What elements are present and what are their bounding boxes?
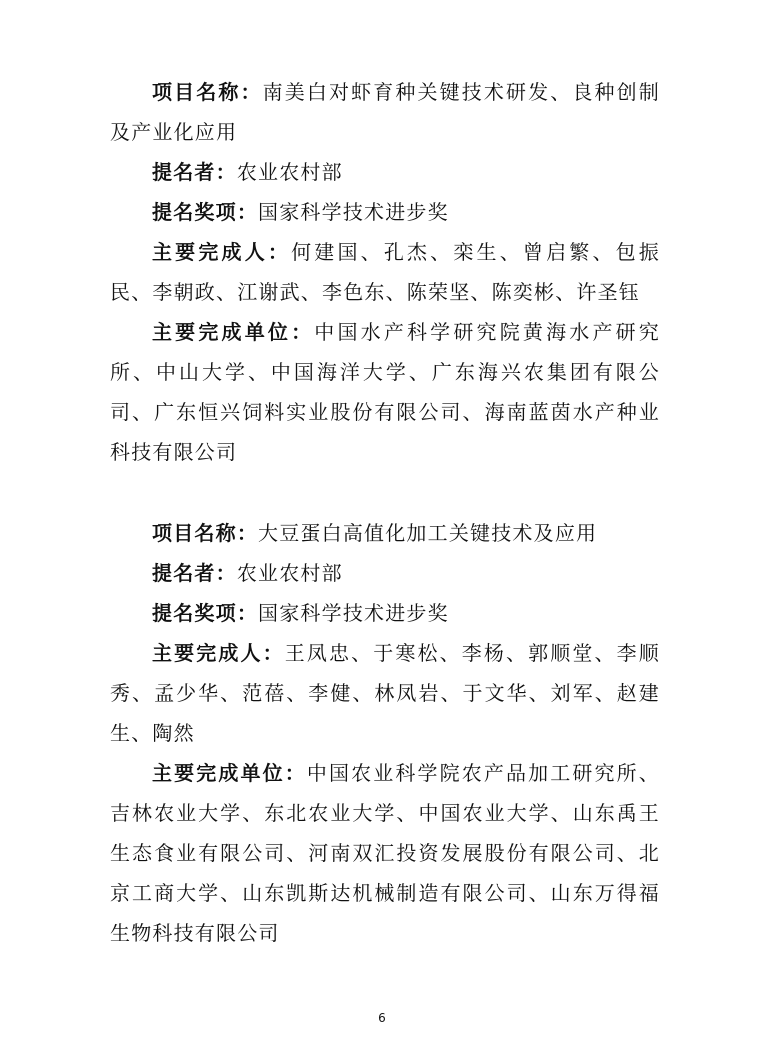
project-name-label: 项目名称 xyxy=(152,521,237,545)
label-separator: ： xyxy=(236,601,259,625)
award-row xyxy=(110,593,660,633)
people-value: 何建国、孔杰、栾生、曾启繁、包振民、李朝政、江谢武、李色东、陈荣坚、陈奕彬、许圣钰 xyxy=(110,240,661,304)
people-row xyxy=(110,633,660,753)
units-row xyxy=(110,312,660,472)
nominator-label: 提名者 xyxy=(152,160,216,184)
award-value: 国家科学技术进步奖 xyxy=(258,601,449,625)
nominator-row xyxy=(110,553,660,593)
units-label: 主要完成单位 xyxy=(152,320,292,344)
people-value: 王凤忠、于寒松、李杨、郭顺堂、李顺秀、孟少华、范蓓、李健、林凤岩、于文华、刘军、赵建生、陶然 xyxy=(110,641,661,745)
people-label: 主要完成人 xyxy=(152,641,263,665)
label-separator: ： xyxy=(262,641,285,665)
label-separator: ： xyxy=(215,561,237,585)
award-value: 国家科学技术进步奖 xyxy=(258,200,449,224)
label-separator: ： xyxy=(284,761,307,785)
label-separator: ： xyxy=(291,320,315,344)
people-label: 主要完成人 xyxy=(152,240,268,264)
award-label: 提名奖项 xyxy=(152,200,237,224)
units-row xyxy=(110,753,660,953)
nominator-row xyxy=(110,152,660,192)
units-label: 主要完成单位 xyxy=(152,761,285,785)
units-value: 中国水产科学研究院黄海水产研究所、中山大学、中国海洋大学、广东海兴农集团有限公司、广东恒兴饲料实业股份有限公司、海南蓝茵水产种业科技有限公司 xyxy=(110,320,661,464)
project-name-label: 项目名称 xyxy=(152,80,241,104)
page-number: 6 xyxy=(378,1011,386,1025)
project-name-row xyxy=(110,513,660,553)
project-name-row xyxy=(110,72,660,152)
label-separator: ： xyxy=(240,80,263,104)
award-entry-1 xyxy=(110,72,660,472)
label-separator: ： xyxy=(215,160,237,184)
award-row xyxy=(110,192,660,232)
nominator-label: 提名者 xyxy=(152,561,216,585)
award-label: 提名奖项 xyxy=(152,601,237,625)
nominator-value: 农业农村部 xyxy=(236,160,343,184)
project-name-value: 大豆蛋白高值化加工关键技术及应用 xyxy=(258,521,598,545)
people-row xyxy=(110,232,660,312)
units-value: 中国农业科学院农产品加工研究所、吉林农业大学、东北农业大学、中国农业大学、山东禹王生态食业有限公司、河南双汇投资发展股份有限公司、北京工商大学、山东凯斯达机械制造有限公司、山东万得福生物科技有限公司 xyxy=(110,761,661,945)
nominator-value: 农业农村部 xyxy=(236,561,343,585)
label-separator: ： xyxy=(267,240,292,264)
label-separator: ： xyxy=(236,521,259,545)
project-name-value: 南美白对虾育种关键技术研发、良种创制及产业化应用 xyxy=(110,80,661,144)
award-entry-2 xyxy=(110,513,660,953)
label-separator: ： xyxy=(236,200,259,224)
